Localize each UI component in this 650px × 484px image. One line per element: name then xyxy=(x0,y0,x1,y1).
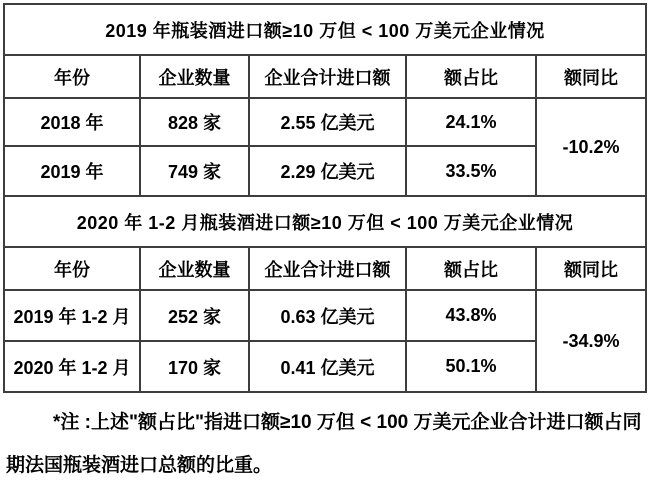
table2-header-row xyxy=(4,247,646,290)
table2-title: 2020 年 1-2 月瓶装酒进口额≥10 万但 < 100 万美元企业情况 xyxy=(4,196,646,247)
cell-share: 43.8% xyxy=(406,290,536,341)
table1-header-total-value: 企业合计进口额 xyxy=(249,55,406,98)
cell-share: 24.1% xyxy=(406,98,536,146)
table2-header-yoy: 额同比 xyxy=(536,247,646,290)
table1-title: 2019 年瓶装酒进口额≥10 万但 < 100 万美元企业情况 xyxy=(4,4,646,55)
table2-header-year: 年份 xyxy=(4,247,140,290)
table2-title-row xyxy=(4,196,646,247)
cell-yoy-merged: -34.9% xyxy=(536,290,646,392)
table1-header-yoy: 额同比 xyxy=(536,55,646,98)
table2-header-share: 额占比 xyxy=(406,247,536,290)
cell-count: 252 家 xyxy=(140,290,249,341)
table1-title-row xyxy=(4,4,646,55)
table1-header-year: 年份 xyxy=(4,55,140,98)
table1-header-row xyxy=(4,55,646,98)
cell-year: 2019 年 xyxy=(4,146,140,196)
table2-header-total-value: 企业合计进口额 xyxy=(249,247,406,290)
cell-total: 0.41 亿美元 xyxy=(249,341,406,392)
cell-count: 749 家 xyxy=(140,146,249,196)
table1-header-share: 额占比 xyxy=(406,55,536,98)
table-row xyxy=(4,98,646,146)
cell-year: 2018 年 xyxy=(4,98,140,146)
cell-total: 2.29 亿美元 xyxy=(249,146,406,196)
cell-count: 828 家 xyxy=(140,98,249,146)
cell-total: 0.63 亿美元 xyxy=(249,290,406,341)
cell-share: 33.5% xyxy=(406,146,536,196)
cell-year: 2020 年 1-2 月 xyxy=(4,341,140,392)
cell-year: 2019 年 1-2 月 xyxy=(4,290,140,341)
cell-count: 170 家 xyxy=(140,341,249,392)
cell-total: 2.55 亿美元 xyxy=(249,98,406,146)
cell-yoy-merged: -10.2% xyxy=(536,98,646,196)
footnote-text: *注 :上述"额占比"指进口额≥10 万但 < 100 万美元企业合计进口额占同期法国瓶装酒进口总额的比重。 xyxy=(6,412,642,476)
cell-share: 50.1% xyxy=(406,341,536,392)
import-companies-table xyxy=(3,3,647,393)
table1-header-count: 企业数量 xyxy=(140,55,249,98)
table2-header-count: 企业数量 xyxy=(140,247,249,290)
table-row xyxy=(4,290,646,341)
